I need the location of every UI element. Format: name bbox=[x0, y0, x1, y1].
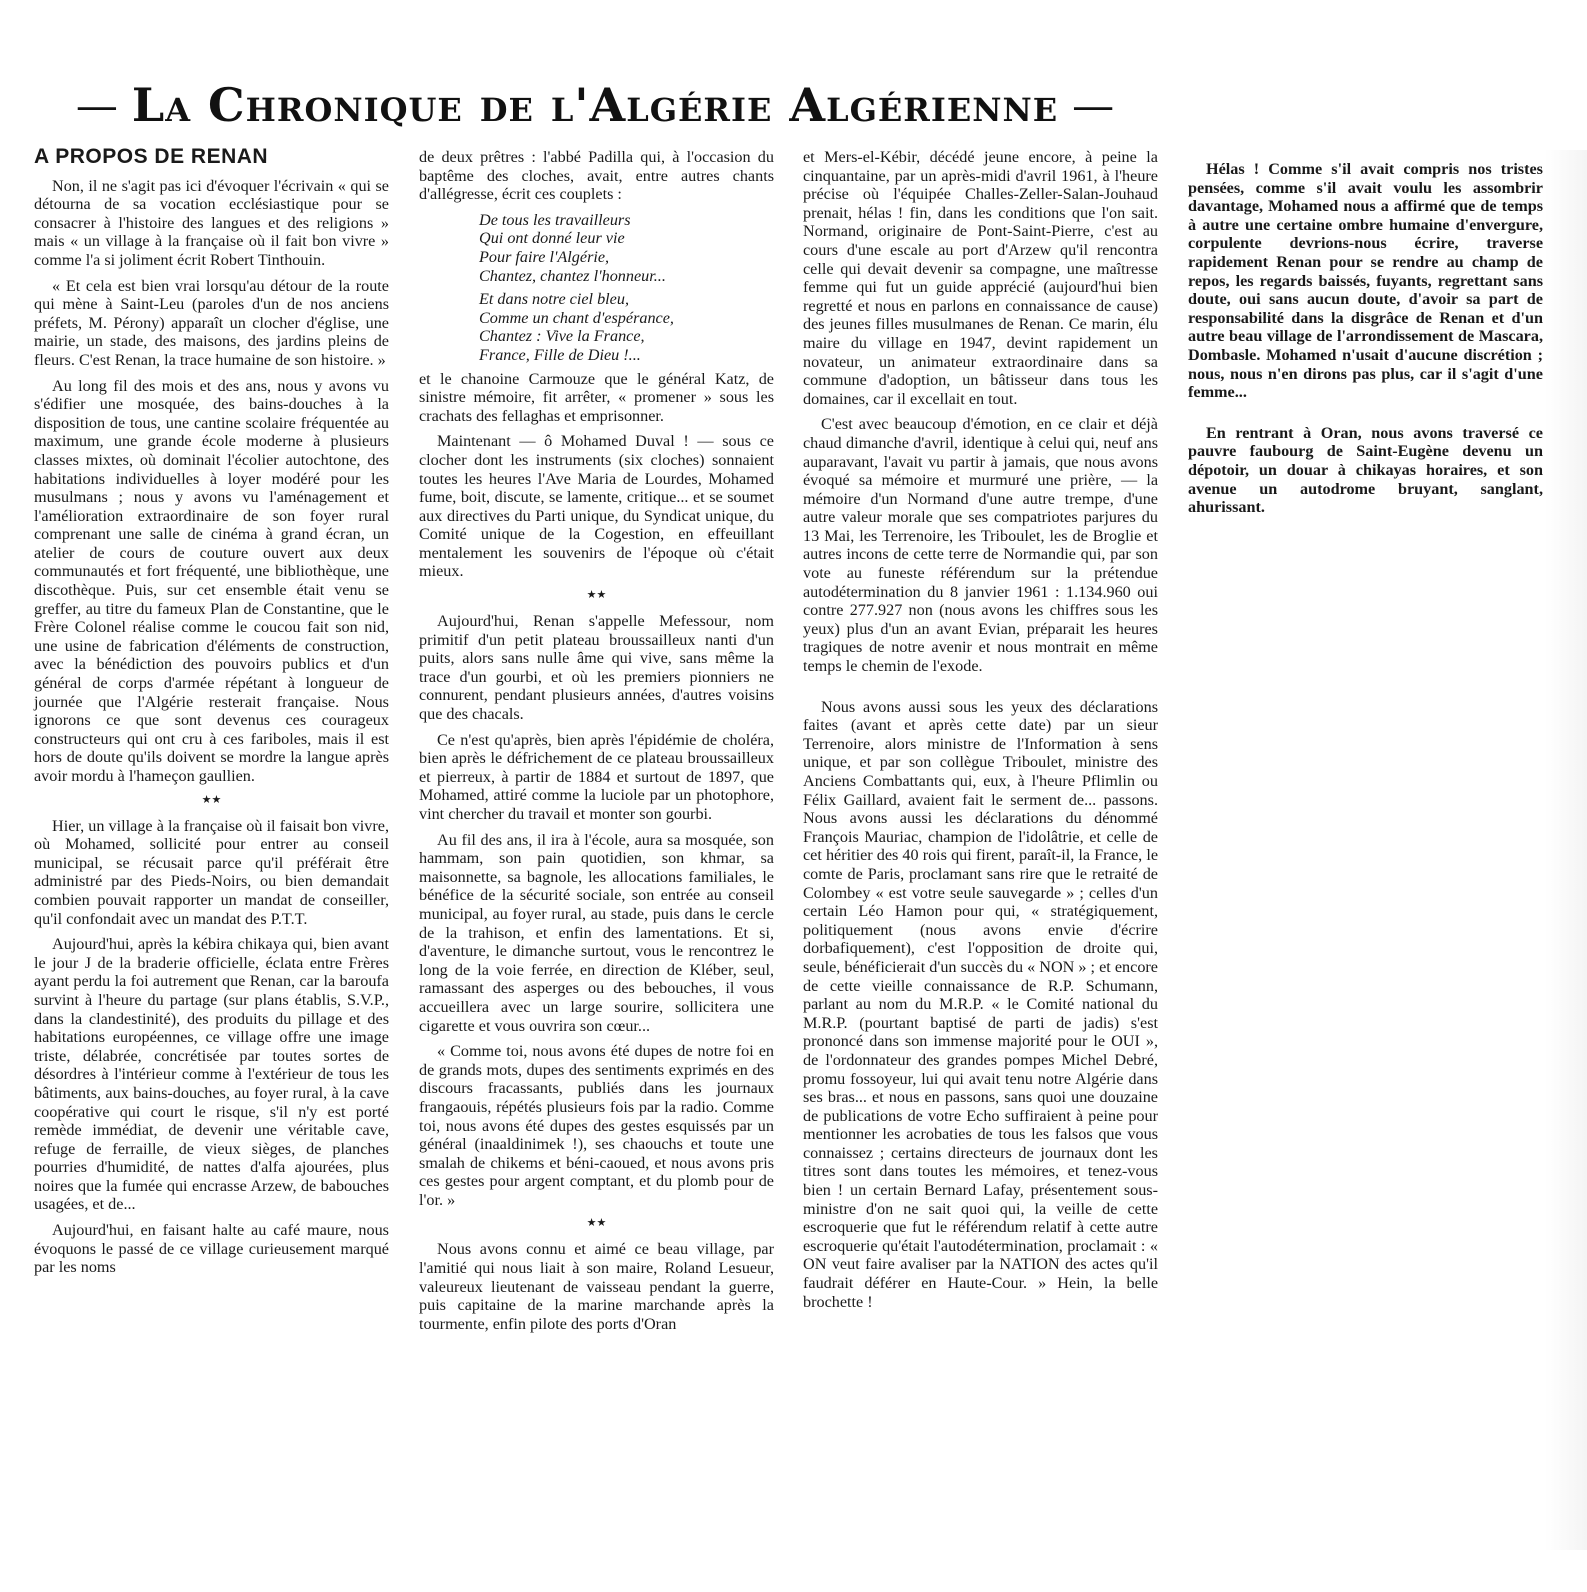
poem-line: Et dans notre ciel bleu, bbox=[479, 290, 630, 309]
page-edge-bleed bbox=[1545, 150, 1587, 1550]
column-3 bbox=[803, 148, 1158, 1318]
paragraph: Hélas ! Comme s'il avait compris nos tristes pensées, comme s'il avait voulu les assombrir davantage, Mohamed nous a affirmé que de temps à autre une certaine ombre humaine d'envergure, corpulente devrions-nous écrire, traverse rapidement Renan pour se rendre au champ de repos, les regards baissés, fuyants, regrettant sans doute, oui sans aucun doute, d'avoir sa part de responsabilité dans la disgrâce de Renan et d'un autre beau village de l'arrondissement de Mascara, Dombasle. Mohamed n'usait d'aucune discrétion ; nous, nous n'en dirons pas plus, car il s'agit d'une femme... bbox=[1188, 160, 1543, 402]
paragraph: Aujourd'hui, après la kébira chikaya qui, bien avant le jour J de la braderie officielle, éclata entre Frères ayant perdu la foi autrement que Renan, car la baroufa survint à l'heure du partage (sur plans établis, S.V.P., dans la clandestinité), des produits du pillage et des habitations européennes, ce village offre une image triste, délabrée, concrétisée par toutes sortes de désordres à l'intérieur comme à l'extérieur de tous les bâtiments, aux bains-douches, au foyer rural, à la cave coopérative qui court le risque, s'il n'y est porté remède immédiat, de devenir une véritable cave, refuge de ferraille, de vieux sièges, de planches pourries d'humidité, de nattes d'alfa ajourées, plus noires que la fumée qui encrasse Arzew, de babouches usagées, et de... bbox=[34, 935, 389, 1214]
paragraph: « Comme toi, nous avons été dupes de notre foi en de grands mots, dupes des sentiments exprimés en des discours fracassants, publiés dans les journaux frangaouis, répétés plusieurs fois par la radio. Comme toi, nous avons été dupes des gestes esquissés par un général (inaaldinimek !), ses chaouchs et toute une smalah de chikems et béni-caoued, et nous avons pris ces gestes pour argent comptant, et du plomb pour de l'or. » bbox=[419, 1042, 774, 1209]
paragraph: et Mers-el-Kébir, décédé jeune encore, à peine la cinquantaine, par un après-midi d'avril 1961, à l'heure précise où l'équipée Challes-Zeller-Salan-Jouhaud prenait, hélas ! fin, dans les conditions que l'on sait. Normand, originaire de Pont-Saint-Pierre, c'est au cours d'une escale au port d'Arzew qu'il rencontra celle qui devait devenir sa compagne, une maîtresse femme qui fut un guide apprécié (aujourd'hui bien regretté et nous en parlons en connaissance de cause) des jeunes filles musulmanes de Renan. Ce marin, élu maire du village en 1947, devint rapidement un novateur, un animateur extraordinaire dans sa commune d'adoption, un bâtisseur dans tous les domaines, car il excellait en tout. bbox=[803, 148, 1158, 408]
paragraph: Aujourd'hui, Renan s'appelle Mefessour, nom primitif d'un petit plateau broussailleux nanti d'un puits, alors sans nulle âme qui vive, sans même la trace d'un gourbi, et où les premiers pionniers ne connurent, pendant plusieurs années, d'autres voisins que des chacals. bbox=[419, 612, 774, 724]
section-separator: ★★ bbox=[201, 793, 222, 806]
paragraph: Au fil des ans, il ira à l'école, aura sa mosquée, son hammam, son pain quotidien, son khmar, sa maisonnette, sa bagnole, les allocations familiales, le bénéfice de la sécurité sociale, son entrée au conseil municipal, au foyer rural, au stade, puis dans le cercle de la trahison, et enfin des lamentations. Et si, d'aventure, le dimanche surtout, vous le rencontrez le long de la voie ferrée, en direction de Kléber, seul, ramassant des asperges ou des bebouches, il vous accueillera avec un large sourire, sollicitera une cigarette et vous ouvrira son cœur... bbox=[419, 830, 774, 1035]
paragraph: Hier, un village à la française où il faisait bon vivre, où Mohamed, sollicité pour entrer au conseil municipal, se récusait parce qu'il préférait être administré par des Pieds-Noirs, ou bien demandait combien pouvait rapporter un mandat de conseiller, qu'il confondait avec un mandat des P.T.T. bbox=[34, 816, 389, 928]
article-heading: A PROPOS DE RENAN bbox=[34, 145, 269, 168]
paragraph: En rentrant à Oran, nous avons traversé ce pauvre faubourg de Saint-Eugène devenu un dépotoir, un douar à chikayas horaires, et son avenue un autodrome bruyant, sanglant, ahurissant. bbox=[1188, 423, 1543, 517]
poem-line: Qui ont donné leur vie bbox=[479, 229, 625, 248]
paragraph: Ce n'est qu'après, bien après l'épidémie de choléra, bien après le défrichement de ce plateau broussailleux et pierreux, à partir de 1884 et surtout de 1897, que Mohamed, attiré comme la luciole par un photophore, vint chercher du travail et monter son gourbi. bbox=[419, 730, 774, 823]
section-separator: ★★ bbox=[586, 1217, 607, 1230]
header-dash-right: — bbox=[1072, 80, 1115, 130]
poem-stanza bbox=[479, 211, 774, 285]
paragraph: de deux prêtres : l'abbé Padilla qui, à l'occasion du baptême des cloches, avait, entre autres chants d'allégresse, écrit ces couplets : bbox=[419, 148, 774, 204]
paragraph: Au long fil des mois et des ans, nous y avons vu s'édifier une mosquée, des bains-douches à la disposition de tous, une cantine scolaire fréquentée au maximum, une grande école moderne à plusieurs classes mixtes, où dominait l'écolier autochtone, des habitations individuelles à loyer modéré pour les musulmans ; nous y avons vu l'aménagement et l'amélioration extraordinaire de son foyer rural comprenant une salle de cinéma à grand écran, un atelier de cours de couture ouvert aux deux communautés et fort fréquenté, une bibliothèque, une discothèque. Puis, sur cet ensemble était venu se greffer, au titre du fameux Plan de Constantine, que le Frère Colonel réalise comme le coucou fait son nid, une usine de fabrication d'éléments de construction, avec la bénédiction des pouvoirs publics et d'un général de corps d'armée répétant à longueur de journée que l'Algérie resterait française. Nous ignorons ce que sont devenus ces courageux constructeurs qui ont cru à ces fariboles, mais il est hors de doute qu'ils doivent se mordre la langue après avoir mordu à l'hameçon gaullien. bbox=[34, 376, 389, 785]
paragraph: Aujourd'hui, en faisant halte au café maure, nous évoquons le passé de ce village curieusement marqué par les noms bbox=[34, 1221, 389, 1277]
paragraph: Nous avons aussi sous les yeux des déclarations faites (avant et après cette date) par un sieur Terrenoire, alors ministre de l'Information à sens unique, et par son collègue Triboulet, ministre des Anciens Combattants qui, eux, à l'heure Pflimlin ou Félix Gaillard, avaient fait le serment de... passons. Nous avons aussi les déclarations du dénommé François Mauriac, champion de l'idolâtrie, et celle de cet héritier des 40 rois qui firent, paraît-il, la France, le comte de Paris, proclamant sans rire que le retraité de Colombey « est votre seule sauvegarde » ; celles d'un certain Léo Hamon pour qui, « stratégiquement, politiquement (nous avons envie d'écrire dorbafiquement), c'est l'opposition de droite qui, seule, bénéficierait d'un succès du « NON » ; et encore de cette vieille connaissance de R.P. Schumann, parlant au nom du M.R.P. « le Comité national du M.R.P. (pourtant baptisé de parti de jadis) s'est prononcé dans son immense majorité pour le OUI », de l'ordonnateur des grandes pompes Michel Debré, promu fossoyeur, lui qui avait tenu notre Algérie dans ses bras... et nous en passons, sans quoi une douzaine de publications de votre Echo suffiraient à peine pour mentionner les acrobaties de tous les falsos que vous connaissez ; certains directeurs de journaux dont les titres sont dans toutes les mémoires, et tenez-vous bien ! un certain Bernard Lafay, présentement sous-ministre d'on ne sait quoi qui, la veille de cette escroquerie que fut le référendum relatif à cette autre escroquerie qu'était l'autodétermination, proclamait : « ON veut faire avaliser par la NATION des actes qu'il faudrait déférer en Haute-Cour. » Hein, la belle brochette ! bbox=[803, 697, 1158, 1311]
poem-line: France, Fille de Dieu !... bbox=[479, 345, 641, 364]
column-2 bbox=[419, 148, 774, 1340]
paragraph: Nous avons connu et aimé ce beau village, par l'amitié qui nous liait à son maire, Roland Lesueur, valeureux lieutenant de vaisseau pendant la guerre, puis capitaine de la marine marchande après la tourmente, enfin pilote des ports d'Oran bbox=[419, 1240, 774, 1333]
column-1 bbox=[34, 145, 389, 1284]
paragraph: Non, il ne s'agit pas ici d'évoquer l'écrivain « qui se détourna de sa vocation ecclésiastique pour se consacrer à l'histoire des langues et des religions » mais « un village à la française où il fait bon vivre » comme l'a si joliment écrit Robert Tinthouin. bbox=[34, 176, 389, 269]
paragraph: Maintenant — ô Mohamed Duval ! — sous ce clocher dont les instruments (six cloches) sonnaient toutes les heures l'Ave Maria de Lourdes, Mohamed fume, boit, discute, se lamente, critique... et se soumet aux directives du Parti unique, du Syndicat unique, du Comité unique de la Cogestion, en effeuillant mentalement les souvenirs de l'époque où c'était mieux. bbox=[419, 432, 774, 581]
column-4 bbox=[1188, 160, 1543, 524]
poem-line: Chantez : Vive la France, bbox=[479, 327, 645, 346]
poem-line: Pour faire l'Algérie, bbox=[479, 247, 610, 266]
poem-stanza bbox=[479, 290, 774, 364]
poem-line: De tous les travailleurs bbox=[479, 210, 631, 229]
poem-line: Chantez, chantez l'honneur... bbox=[479, 266, 666, 285]
paragraph: « Et cela est bien vrai lorsqu'au détour de la route qui mène à Saint-Leu (paroles d'un de nos anciens préfets, M. Pérony) apparaît un clocher d'église, une mairie, un stade, des maisons, des jardins pleins de fleurs. C'est Renan, la trace humaine de son histoire. » bbox=[34, 276, 389, 369]
header-dash-left: — bbox=[75, 80, 118, 130]
chronicle-header bbox=[30, 70, 1160, 140]
paragraph: C'est avec beaucoup d'émotion, en ce clair et déjà chaud dimanche d'avril, identique à celui qui, neuf ans auparavant, l'avait vu partir à jamais, que nous avons évoqué sa mémoire et murmuré une prière, — la mémoire d'un Normand d'une autre trempe, d'une autre valeur morale que ses compatriotes parjures du 13 Mai, les Terrenoire, les Triboulet, les de Broglie et autres incons de cette terre de Normandie qui, par son vote au funeste référendum sur la prétendue autodétermination du 8 janvier 1961 : 1.134.960 oui contre 277.927 non (nous avons les chiffres sous les yeux) plus d'un an avant Evian, préparait les heures tragiques de notre avenir et nous montrait en même temps le chemin de l'exode. bbox=[803, 415, 1158, 676]
poem bbox=[479, 211, 774, 365]
page-title: La Chronique de l'Algérie Algérienne bbox=[131, 78, 1059, 132]
section-separator: ★★ bbox=[586, 589, 607, 602]
paragraph: et le chanoine Carmouze que le général Katz, de sinistre mémoire, fit arrêter, « promener » sous les crachats des fellaghas et emprisonner. bbox=[419, 369, 774, 425]
poem-line: Comme un chant d'espérance, bbox=[479, 308, 674, 327]
